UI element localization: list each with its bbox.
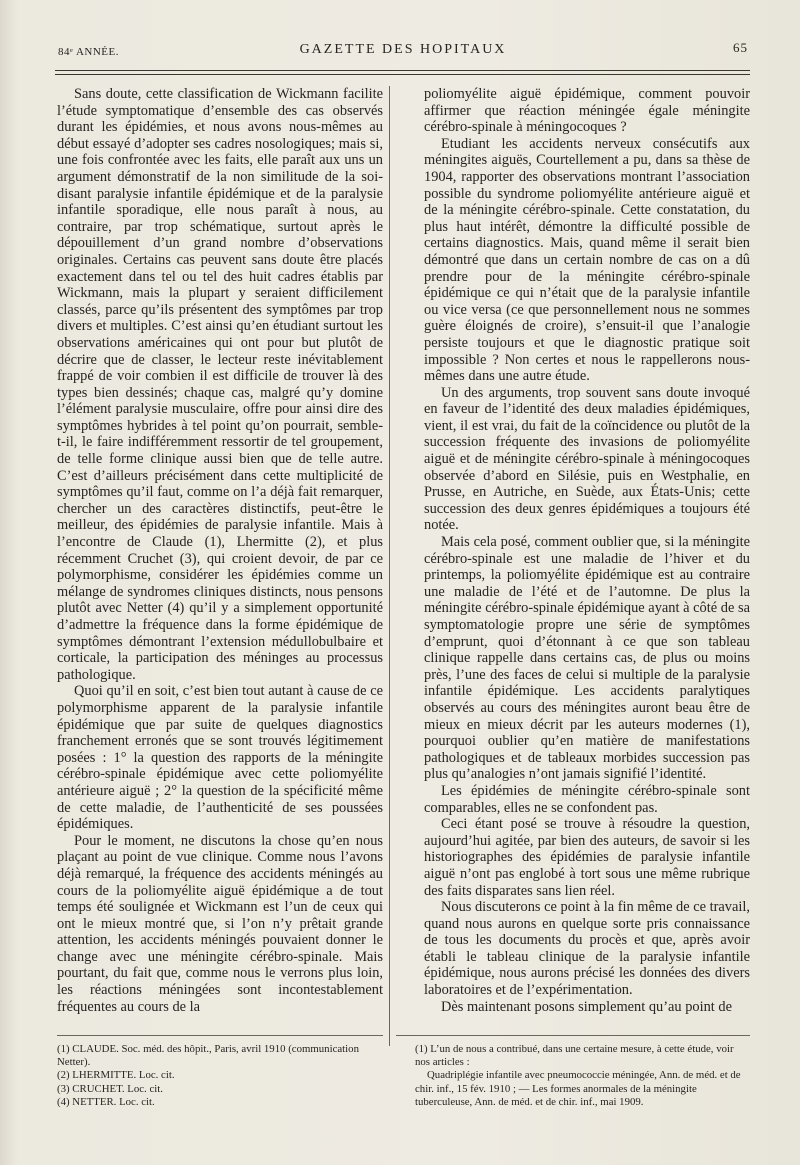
footnotes-left: [57, 1043, 383, 1109]
footnote: (1) CLAUDE. Soc. méd. des hôpit., Paris, avril 1910 (communication Netter).: [57, 1043, 359, 1069]
running-header: [58, 40, 748, 64]
paragraph: Ceci étant posé se trouve à résoudre la question, aujourd’hui agitée, par bien des auteurs, de savoir si les historiographes des épidémies de paralysie infantile aiguë n’ont pas englobé à tort sous une même rubrique des faits disparates sans lien réel.: [424, 816, 750, 899]
journal-title: GAZETTE DES HOPITAUX: [299, 42, 507, 57]
paragraph: Pour le moment, ne discutons la chose qu’en nous plaçant au point de vue clinique. Comme nous l’avons déjà remarqué, la fréquence des accidents méningés au cours de la poliomyélite aiguë épidémique a de tout temps été soulignée et Wickmann est l’un de ceux qui ont le mieux montré que, si l’on n’y prêtait grande attention, les accidents méningés pouvaient donner le change avec une méningite cérébro-spinale. Mais pourtant, du fait que, comme nous le verrons plus loin, les réactions méningées sont incontestablement fréquentes au cours de la: [57, 832, 383, 1015]
left-column: [57, 86, 383, 1015]
page-number: 65: [733, 40, 748, 55]
header-rule-thin: [55, 74, 750, 75]
paragraph: Un des arguments, trop souvent sans doute invoqué en faveur de l’identité des deux maladies épidémiques, vient, il est vrai, du fait de la coïncidence ou plutôt de la succession fréquente des invasions de poliomyélite aiguë et de méningite cérébro-spinale à méningocoques observée d’abord en Silésie, puis en Westphalie, en Prusse, en Autriche, en Suède, aux États-Unis; cette succession des deux genres épidémiques a toujours été notée.: [424, 384, 750, 534]
paragraph: Sans doute, cette classification de Wickmann facilite l’étude symptomatique d’ensemble des cas observés durant les épidémies, et nous avons nous-mêmes au début essayé d’adopter ses cadres nosologiques; mais si, une fois confrontée avec les faits, elle paraît aux uns un argument démonstratif de la non similitude de la soi-disant paralysie infantile épidémique et de la paralysie infantile sporadique, elle nous paraît à nous, au contraire, par trop schématique, surtout après le dépouillement d’un grand nombre d’observations originales. Certains cas peuvent sans doute être placés exactement dans tel ou tel des huit cadres établis par Wickmann, mais la plupart y seraient difficilement classés, parce qu’ils présentent des symptômes par trop divers et multiples. C’est ainsi qu’en étudiant surtout les observations américaines qui ont pour but plutôt de décrire que de classer, le lecteur reste inévitablement frappé de voir combien il est difficile de trouver là des types bien dessinés; chaque cas, malgré qu’y domine l’élément paralysie musculaire, offre pour ainsi dire des symptômes hybrides à tel point qu’on pourrait, semble-t-il, le faire indifféremment ressortir de tel groupement, de telle forme clinique aussi bien que de telle autre. C’est d’ailleurs précisément dans cette multiplicité de symptômes qu’il faut, comme on l’a déjà fait remarquer, chercher un des caractères distinctifs, peut-être le meilleur, des épidémies de paralysie infantile. Mais à l’encontre de Claude (1), Lhermitte (2), et plus récemment Cruchet (3), qui croient devoir, de par ce polymorphisme, considérer les épidémies comme un mélange de syndromes cliniques distincts, nous pensons plutôt avec Netter (4) qu’il y a simplement opportunité d’admettre la fréquence dans la forme épidémique de symptômes démontrant l’extension médullobulbaire et corticale, la participation des méninges au processus pathologique.: [57, 86, 383, 683]
footnote-rule: [396, 1035, 750, 1036]
column-divider: [389, 86, 390, 1046]
footnote-rule: [57, 1035, 383, 1036]
paragraph: Nous discuterons ce point à la fin même de ce travail, quand nous aurons en quelque sorte pris connaissance de tous les documents du procès et que, après avoir établi le tableau clinique de la paralysie infantile épidémique, nous aurons précisé les données des divers laboratoires et de l’expérimentation.: [424, 899, 750, 999]
paragraph: Quoi qu’il en soit, c’est bien tout autant à cause de ce polymorphisme apparent de la paralysie infantile épidémique que par suite de quelques diagnostics franchement erronés que se sont trouvés légitimement posées : 1° la question des rapports de la méningite cérébro-spinale épidémique avec cette poliomyélite antérieure aiguë ; 2° la question de la spécificité même de cette maladie, de l’authenticité de ses poussées épidémiques.: [57, 683, 383, 833]
year-label: 84ᵉ ANNÉE.: [58, 46, 119, 58]
footnote: Quadriplégie infantile avec pneumococcie méningée, Ann. de méd. et de chir. inf., 15 fév. 1910 ; — Les formes anormales de la méningite tuberculeuse, Ann. de méd. et de chir. inf., mai 1909.: [415, 1069, 741, 1108]
header-rule: [55, 70, 750, 71]
footnotes-right: [415, 1043, 750, 1109]
paragraph: Les épidémies de méningite cérébro-spinale sont comparables, elles ne se confondent pas.: [424, 782, 750, 816]
footnote: (1) L’un de nous a contribué, dans une certaine mesure, à cette étude, voir nos articles :: [415, 1043, 734, 1069]
footnote: (4) NETTER. Loc. cit.: [57, 1095, 155, 1108]
footnote: (2) LHERMITTE. Loc. cit.: [57, 1069, 175, 1082]
footnote: (3) CRUCHET. Loc. cit.: [57, 1082, 163, 1095]
paragraph: Dès maintenant posons simplement qu’au point de: [441, 998, 732, 1015]
paragraph: poliomyélite aiguë épidémique, comment pouvoir affirmer que réaction méningée égale méningite cérébro-spinale à méningocoques ?: [424, 86, 750, 136]
right-column: [424, 86, 750, 1015]
paragraph: Etudiant les accidents nerveux consécutifs aux méningites aiguës, Courtellement a pu, dans sa thèse de 1904, rapporter des observations montrant l’association possible du syndrome poliomyélite antérieure aiguë et de la méningite cérébro-spinale. Cette constatation, du plus haut intérêt, démontre la difficulté possible de certains diagnostics. Mais, quand même il serait bien démontré que dans un certain nombre de cas on a dû prendre pour de la méningite cérébro-spinale épidémique ce qui n’était que de la paralysie infantile ou vice versa (ce que personnellement nous ne sommes guère éloignés de croire), s’ensuit-il que l’analogie persiste toujours et que le diagnostic pratique soit impossible ? Non certes et nous le rappellerons nous-mêmes dans une autre étude.: [424, 135, 750, 385]
paragraph: Mais cela posé, comment oublier que, si la méningite cérébro-spinale est une maladie de l’hiver et du printemps, la poliomyélite épidémique est au contraire une maladie de l’été et de l’automne. De plus la méningite cérébro-spinale épidémique ayant à côté de sa symptomatologie propre une série de symptômes d’emprunt, quoi d’étonnant à ce que son tableau clinique rappelle dans certains cas, de plus ou moins près, l’une des faces de celui si multiple de la paralysie infantile épidémique. Les accidents paralytiques observés au cours des méningites auront beau être de mieux en mieux décrit par les auteurs modernes (1), pourquoi oublier qu’en matière de manifestations pathologiques et de tableaux morbides succession pas plus qu’analogies n’ont jamais signifié l’identité.: [424, 534, 750, 783]
